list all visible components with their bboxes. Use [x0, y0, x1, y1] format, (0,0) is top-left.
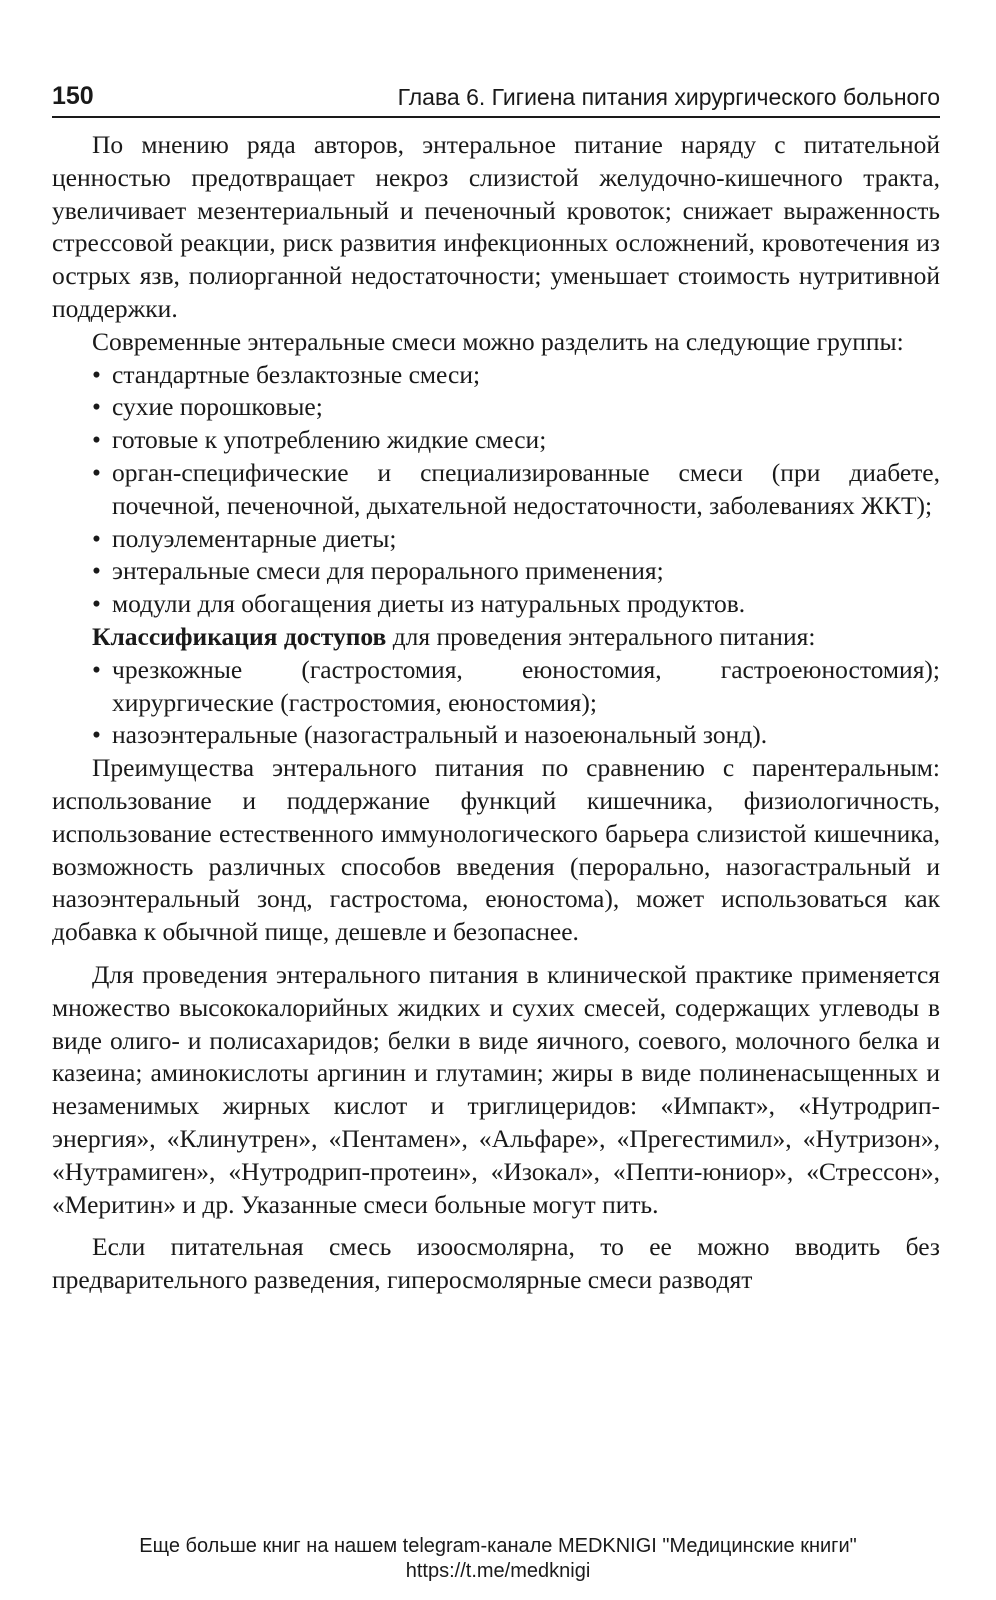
bullet-icon: • [92, 457, 101, 487]
bullet-icon: • [92, 654, 101, 684]
mixtures-list [52, 359, 940, 621]
page-footer [0, 1534, 996, 1584]
bullet-icon: • [92, 425, 101, 455]
list-item-text: модули для обогащения диеты из натуральных продуктов. [112, 589, 746, 619]
bullet-icon: • [92, 556, 101, 586]
list-item-text: сухие порошковые; [112, 392, 323, 422]
list-item [92, 719, 940, 752]
bullet-icon: • [92, 392, 101, 422]
list-item [92, 457, 940, 523]
list-item [92, 523, 940, 556]
footer-promo-text: Еще больше книг на нашем telegram-канале MEDKNIGI "Медицинские книги" [139, 1535, 857, 1557]
list-item [92, 424, 940, 457]
page-body [52, 129, 940, 1297]
list-item-text: назоэнтеральные (назогастральный и назоеюнальный зонд). [112, 720, 768, 750]
bullet-icon: • [92, 359, 101, 389]
page-number: 150 [52, 82, 94, 110]
access-list [52, 654, 940, 752]
paragraph-access-classification [52, 621, 940, 654]
list-item-text: чрезкожные (гастростомия, еюностомия, гастроеюностомия); хирургические (гастростомия, еюностомия); [112, 654, 940, 717]
list-item [92, 391, 940, 424]
bold-term: Классификация доступов [92, 621, 387, 651]
running-title: Глава 6. Гигиена питания хирургического больного [397, 84, 940, 110]
list-item [92, 359, 940, 392]
page-header [52, 80, 940, 118]
list-item [92, 555, 940, 588]
bullet-icon: • [92, 720, 101, 750]
paragraph-enteral-benefits: По мнению ряда авторов, энтеральное питание наряду с питательной ценностью предотвращает некроз слизистой желудочно-кишечного тракта, увеличивает мезентериальный и печеночный кровоток; снижает выраженность стрессовой реакции, риск развития инфекционных осложнений, кровотечения из острых язв, полиорганной недостаточности; уменьшает стоимость нутритивной поддержки. [52, 130, 940, 323]
list-item-text: орган-специфические и специализированные смеси (при диабете, почечной, печеночной, дыхательной недостаточности, заболеваниях ЖКТ); [112, 457, 940, 520]
bullet-icon: • [92, 589, 101, 619]
paragraph-mixtures-practice: Для проведения энтерального питания в клинической практике применяется множество высококалорийных жидких и сухих смесей, содержащих углеводы в виде олиго- и полисахаридов; белки в виде яичного, соевого, молочного белка и казеина; аминокислоты аргинин и глутамин; жиры в виде полиненасыщенных и незаменимых жирных кислот и триглицеридов: «Импакт», «Нутродрип-энергия», «Клинутрен», «Пентамен», «Альфаре», «Прегестимил», «Нутризон», «Нутрамиген», «Нутродрип-протеин», «Изокал», «Пепти-юниор», «Стрессон», «Меритин» и др. Указанные смеси больные могут пить. [52, 959, 940, 1219]
list-item-text: стандартные безлактозные смеси; [112, 359, 481, 389]
list-item [92, 588, 940, 621]
list-item [92, 654, 940, 720]
footer-link[interactable]: https://t.me/medknigi [405, 1560, 591, 1582]
bullet-icon: • [92, 523, 101, 553]
list-item-text: готовые к употреблению жидкие смеси; [112, 425, 547, 455]
paragraph-isoosmolar: Если питательная смесь изоосмолярна, то ее можно вводить без предварительного разведения, гиперосмолярные смеси разводят [52, 1232, 940, 1295]
list-item-text: полуэлементарные диеты; [112, 523, 397, 553]
paragraph-advantages: Преимущества энтерального питания по сравнению с парентеральным: использование и поддержание функций кишечника, физиологичность, использование естественного иммунологического барьера слизистой кишечника, возможность различных способов введения (перорально, назогастральный и назоэнтеральный зонд, гастростома, еюностома), может использоваться как добавка к обычной пище, дешевле и безопаснее. [52, 753, 940, 947]
paragraph-text: для проведения энтерального питания: [386, 621, 816, 651]
paragraph-mixture-groups: Современные энтеральные смеси можно разделить на следующие группы: [92, 326, 904, 356]
list-item-text: энтеральные смеси для перорального применения; [112, 556, 664, 586]
